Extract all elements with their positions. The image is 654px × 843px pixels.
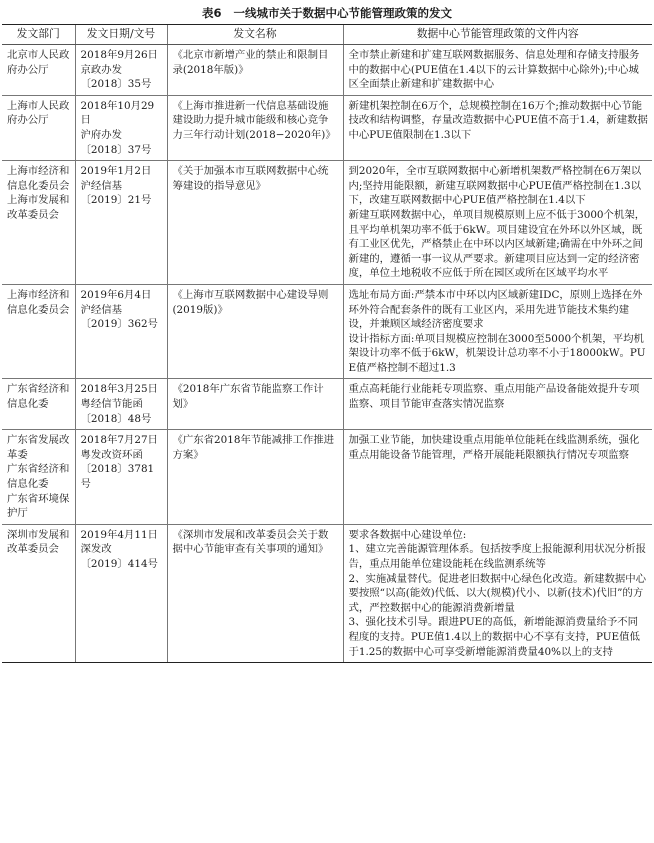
cell-name-text: 《上海市互联网数据中心建设导则(2019版)》 [172, 288, 329, 316]
cell-name [167, 379, 343, 430]
header-row [2, 25, 652, 45]
cell-content [343, 284, 652, 379]
cell-date-text: 〔2019〕414号 [80, 558, 158, 570]
cell-dept [2, 284, 75, 379]
cell-date [75, 379, 167, 430]
cell-date-text: 2018年9月26日 [80, 49, 158, 61]
cell-content [343, 379, 652, 430]
policy-table [2, 24, 652, 663]
cell-name-text: 《北京市新增产业的禁止和限制目录(2018年版)》 [172, 49, 329, 76]
header-name: 发文名称 [167, 25, 343, 45]
cell-dept-text: 上海市经济和信息化委员会 [7, 288, 70, 316]
cell-dept-text: 上海市经济和信息化委员会 [7, 165, 70, 192]
cell-content-text: 新建互联网数据中心，单项目规模原则上应不低于3000个机架，且平均单机架功率不低于6kW。项目建设宜在外环以外区域，既有工业区优先，严格禁止在中环以内区域新建;确需在中外环之间新建的，遵循一事一议从严要求。新建项目应达到一定的经济密度，单位土地税收不应低于所在园区或所在区域平均水平 [348, 208, 646, 280]
cell-content-text: 全市禁止新建和扩建互联网数据服务、信息处理和存储支持服务中的数据中心(PUE值在1.4以下的云计算数据中心除外);中心城区全面禁止新建和扩建数据中心 [348, 49, 640, 91]
table-row [2, 95, 652, 160]
cell-dept-text: 北京市人民政府办公厅 [7, 49, 70, 76]
cell-dept-text: 上海市人民政府办公厅 [7, 99, 70, 127]
cell-dept-text: 广东省环境保护厅 [7, 492, 70, 520]
cell-content-text: 新建机架控制在6万个，总规模控制在16万个;推动数据中心节能技改和结构调整，存量改造数据中心PUE值不高于1.4，新建数据中心PUE值限制在1.3以下 [348, 99, 648, 141]
cell-date-text: 2019年6月4日 [80, 288, 152, 301]
cell-content-text: 到2020年，全市互联网数据中心新增机架数严格控制在6万架以内;坚持用能限额，新建互联网数据中心PUE值严格控制在1.3以下，改建互联网数据中心PUE值严格控制在1.4以下 [348, 165, 642, 207]
cell-name [167, 524, 343, 662]
cell-date-text: 沪经信基 [80, 179, 123, 192]
cell-dept [2, 430, 75, 525]
cell-name [167, 430, 343, 525]
table-body [2, 45, 652, 663]
table-number: 表6 [201, 6, 222, 20]
cell-name [167, 45, 343, 96]
cell-content [343, 45, 652, 96]
cell-date-text: 京政办发 [80, 63, 123, 76]
cell-date-text: 2018年3月25日 [80, 383, 158, 396]
table-row [2, 379, 652, 430]
cell-content-text: 选址布局方面:严禁本市中环以内区域新建IDC，原则上选择在外环外符合配套条件的既有工业区内，采用先进节能技术集约建设，并兼顾区域经济密度要求 [348, 288, 643, 331]
cell-date-text: 〔2018〕35号 [80, 78, 152, 91]
cell-dept-text: 深圳市发展和改革委员会 [7, 528, 70, 556]
cell-date-text: 〔2019〕21号 [80, 194, 152, 207]
cell-date-text: 〔2018〕37号 [80, 143, 152, 156]
cell-date-text: 粤经信节能函 [80, 398, 143, 411]
cell-content [343, 524, 652, 662]
cell-name [167, 95, 343, 160]
cell-name-text: 《关于加强本市互联网数据中心统筹建设的指导意见》 [172, 165, 329, 192]
cell-content-text: 要求各数据中心建设单位: [348, 528, 467, 541]
cell-date [75, 524, 167, 662]
table-row [2, 161, 652, 285]
cell-content [343, 95, 652, 160]
cell-date [75, 45, 167, 96]
cell-date-text: 深发改 [80, 543, 112, 556]
cell-dept [2, 161, 75, 285]
cell-date [75, 95, 167, 160]
table-row [2, 524, 652, 662]
cell-content [343, 430, 652, 525]
cell-name [167, 161, 343, 285]
cell-date-text: 2018年10月29日 [80, 99, 155, 127]
cell-date-text: 2019年1月2日 [80, 165, 152, 178]
cell-date [75, 430, 167, 525]
cell-date-text: 〔2018〕3781号 [80, 463, 155, 491]
cell-date-text: 2018年7月27日 [80, 434, 158, 447]
cell-content [343, 161, 652, 285]
cell-dept [2, 45, 75, 96]
table-caption [2, 4, 652, 24]
cell-name-text: 《2018年广东省节能监察工作计划》 [172, 383, 324, 411]
header-dept: 发文部门 [2, 25, 75, 45]
cell-dept-text: 广东省经济和信息化委 [7, 383, 70, 411]
cell-content-text: 重点高耗能行业能耗专项监察、重点用能产品设备能效提升专项监察、项目节能审查落实情况监察 [348, 383, 640, 411]
cell-content-text: 1、建立完善能源管理体系。包括按季度上报能源利用状况分析报告，重点用能单位建设能耗在线监测系统等 [348, 543, 647, 570]
cell-dept-text: 广东省发展改革委 [7, 434, 70, 461]
cell-dept-text: 广东省经济和信息化委 [7, 463, 70, 491]
cell-dept-text: 上海市发展和改革委员会 [7, 194, 70, 221]
cell-name-text: 《深圳市发展和改革委员会关于数据中心节能审查有关事项的通知》 [172, 528, 329, 556]
cell-name-text: 《广东省2018年节能减排工作推进方案》 [172, 434, 335, 461]
cell-dept [2, 379, 75, 430]
cell-date-text: 沪府办发 [80, 128, 123, 141]
table-row [2, 430, 652, 525]
cell-content-text: 2、实施减量替代。促进老旧数据中心绿色化改造。新建数据中心要按照“以高(能效)代低、以大(规模)代小、以新(技术)代旧”的方式，严控数据中心的能源消费新增量 [348, 572, 647, 614]
table-title: 一线城市关于数据中心节能管理政策的发文 [233, 6, 452, 20]
header-date: 发文日期/文号 [75, 25, 167, 45]
cell-content-text: 设计指标方面:单项目规模应控制在3000至5000个机架，平均机架设计功率不低于6kW，机架设计总功率不小于18000kW。PUE值严格控制不超过1.3 [348, 332, 646, 374]
cell-date-text: 粤发改资环函 [80, 448, 143, 461]
cell-dept [2, 524, 75, 662]
cell-name-text: 《上海市推进新一代信息基础设施建设助力提升城市能级和核心竞争力三年行动计划(2018−2020年)》 [172, 99, 336, 141]
cell-name [167, 284, 343, 379]
header-content: 数据中心节能管理政策的文件内容 [343, 25, 652, 45]
table-row [2, 45, 652, 96]
cell-date-text: 2019年4月11日 [80, 528, 158, 541]
cell-date-text: 〔2018〕48号 [80, 412, 152, 425]
cell-dept [2, 95, 75, 160]
cell-content-text: 加强工业节能，加快建设重点用能单位能耗在线监测系统，强化重点用能设备节能管理，严格开展能耗限额执行情况专项监察 [348, 434, 640, 461]
cell-date-text: 沪经信基 [80, 303, 123, 316]
cell-date [75, 161, 167, 285]
cell-content-text: 3、强化技术引导。跟进PUE的高低，新增能源消费量给予不同程度的支持。PUE值1.4以上的数据中心不享有支持，PUE值低于1.25的数据中心可享受新增能源消费量40%以上的支持 [348, 616, 640, 658]
cell-date [75, 284, 167, 379]
table-row [2, 284, 652, 379]
cell-date-text: 〔2019〕362号 [80, 318, 158, 331]
